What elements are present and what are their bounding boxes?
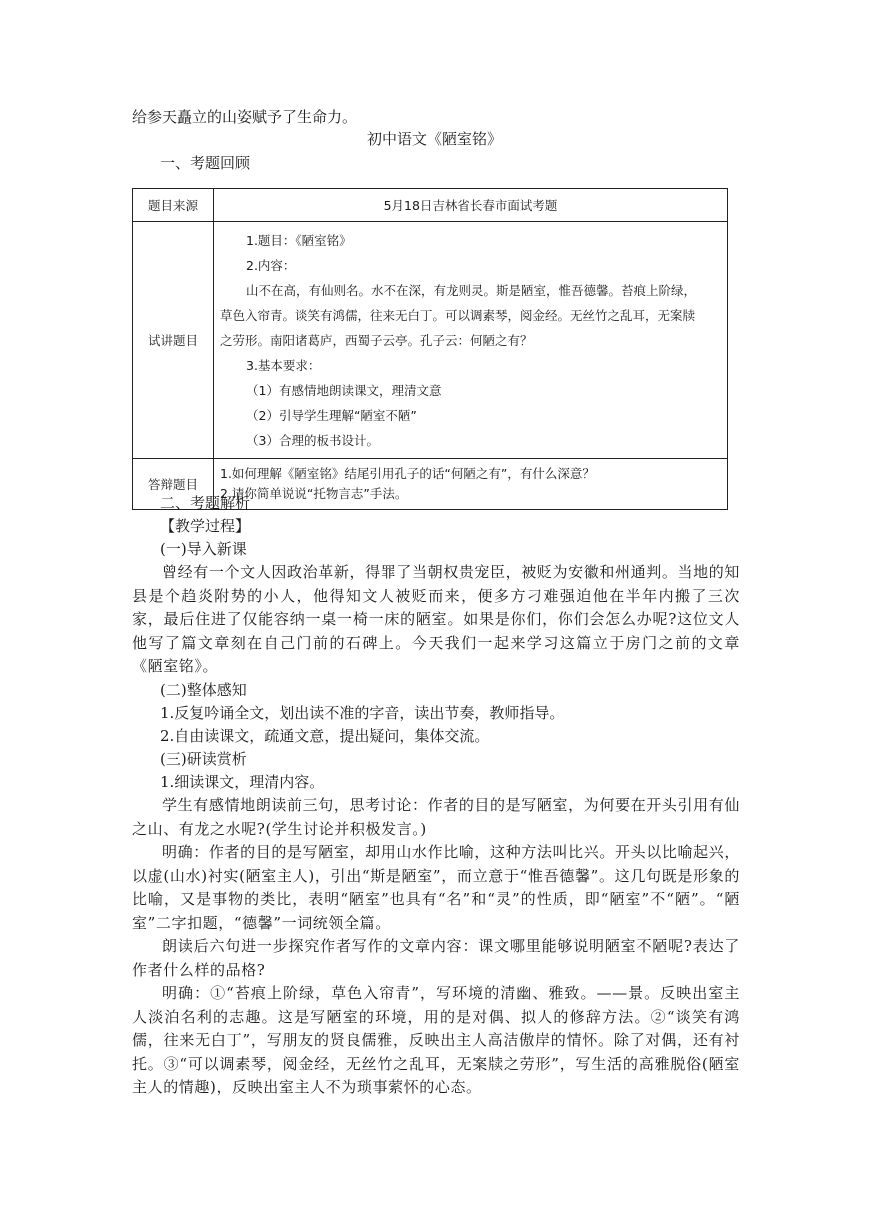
paragraph-answer-1: 明确：作者的目的是写陋室，却用山水作比喻，这种方法叫比兴。开头以比喻起兴，以虚(山水)衬实(陋室主人)，引出“斯是陋室”，而立意于“惟吾德馨”。这几句既是形象的比喻，又是事物的类比，表明“陋室”也具有“名”和“灵”的性质，即“陋室”不“陋”。“陋室”二字扣题，“德馨”一词统领全篇。 [132, 843, 740, 932]
step-2: 2.自由读课文，疏通文意，提出疑问，集体交流。 [160, 727, 490, 745]
defense-content [214, 459, 728, 510]
intro-paragraph: 曾经有一个文人因政治革新，得罪了当朝权贵宠臣，被贬为安徽和州通判。当地的知县是个趋炎附势的小人，他得知文人被贬而来，便多方刁难强迫他在半年内搬了三次家，最后住进了仅能容纳一桌一椅一床的陋室。如果是你们，你们会怎么办呢?这位文人他写了篇文章刻在自己门前的石碑上。今天我们一起来学习这篇立于房门之前的文章《陋室铭》。 [132, 563, 740, 675]
lecture-line: （1）有感情地朗读课文，理清文意 [246, 382, 442, 398]
defense-label: 答辩题目 [133, 459, 214, 510]
lecture-line: 草色入帘青。谈笑有鸿儒，往来无白丁。可以调素琴，阅金经。无丝竹之乱耳，无案牍 [220, 307, 696, 323]
step-1: 1.反复吟诵全文，划出读不准的字音，读出节奏，教师指导。 [160, 704, 565, 722]
lecture-line: 之劳形。南阳诸葛庐，西蜀子云亭。孔子云：何陋之有？ [220, 332, 533, 348]
lecture-line: （3）合理的板书设计。 [246, 432, 379, 448]
source-label: 题目来源 [133, 189, 214, 222]
subheading-analysis: (三)研读赏析 [160, 750, 247, 768]
lecture-line: 3.基本要求： [246, 357, 321, 373]
paragraph-answer-2: 明确：①“苔痕上阶绿，草色入帘青”，写环境的清幽、雅致。——景。反映出室主人淡泊名利的志趣。这是写陋室的环境，用的是对偶、拟人的修辞方法。②“谈笑有鸿儒，往来无白丁”，写朋友的贤良儒雅，反映出主人高洁傲岸的情怀。除了对偶，还有衬托。③“可以调素琴，阅金经，无丝竹之乱耳，无案牍之劳形”，写生活的高雅脱俗(陋室主人的情趣)，反映出室主人不为琐事萦怀的心态。 [132, 984, 740, 1096]
subheading-intro: (一)导入新课 [160, 540, 247, 558]
document-title: 初中语文《陋室铭》 [366, 130, 502, 148]
read-step-1: 1.细读课文，理清内容。 [160, 773, 325, 791]
lecture-label: 试讲题目 [133, 222, 214, 459]
table-row-source [133, 189, 728, 222]
paragraph-question-2: 朗读后六句进一步探究作者写作的文章内容：课文哪里能够说明陋室不陋呢?表达了作者什么样的品格? [132, 937, 740, 979]
lecture-line: （2）引导学生理解“陋室不陋” [246, 407, 417, 423]
lecture-line: 2.内容： [246, 257, 296, 273]
lecture-content [214, 222, 728, 459]
lecture-line: 山不在高，有仙则名。水不在深，有龙则灵。斯是陋室，惟吾德馨。苔痕上阶绿， [246, 282, 697, 298]
exam-table [132, 188, 728, 510]
defense-line: 2.请你简单说说“托物言志”手法。 [220, 486, 408, 501]
lecture-line: 1.题目：《陋室铭》 [246, 232, 352, 248]
continuation-line: 给参天矗立的山姿赋予了生命力。 [132, 108, 358, 126]
defense-line: 1.如何理解《陋室铭》结尾引用孔子的话“何陋之有”，有什么深意？ [220, 466, 595, 481]
section-heading-review: 一、考题回顾 [160, 154, 251, 172]
source-value: 5月18日吉林省长春市面试考题 [214, 189, 728, 222]
paragraph-question-1: 学生有感情地朗读前三句，思考讨论：作者的目的是写陋室，为何要在开头引用有仙之山、有龙之水呢?(学生讨论并积极发言。) [132, 796, 740, 838]
section-heading-analysis: 二、考题解析 [160, 494, 251, 512]
subheading-overview: (二)整体感知 [160, 681, 247, 699]
process-title: 【教学过程】 [160, 517, 251, 535]
table-row-lecture [133, 222, 728, 459]
